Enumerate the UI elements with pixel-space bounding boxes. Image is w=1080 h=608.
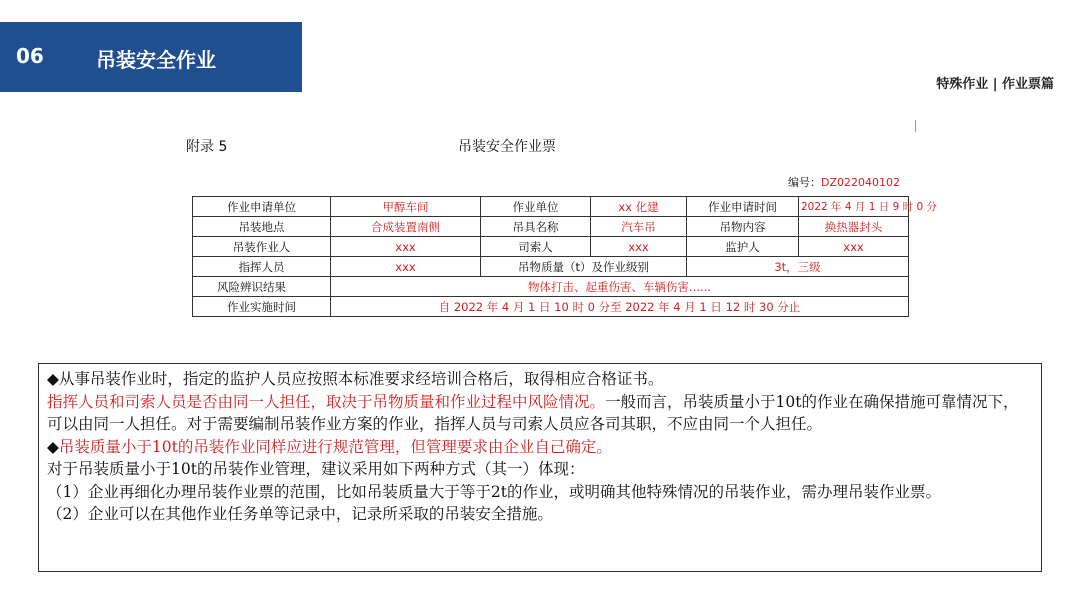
category-tag: 特殊作业 | 作业票篇 xyxy=(936,77,1054,92)
table-cell: 吊装地点 xyxy=(193,217,331,237)
note-highlight: 吊装质量小于10t的吊装作业同样应进行规范管理，但管理要求由企业自己确定。 xyxy=(58,437,612,456)
table-row xyxy=(193,197,909,217)
table-cell: xxx xyxy=(799,237,909,257)
diamond-bullet-icon: ◆ xyxy=(47,437,59,456)
note-paragraph xyxy=(47,391,1033,436)
notes-box xyxy=(38,363,1042,572)
table-cell: 甲醇车间 xyxy=(331,197,481,217)
table-cell: 物体打击、起重伤害、车辆伤害...... xyxy=(331,277,909,297)
table-cell: xxx xyxy=(331,257,481,277)
table-cell: 风险辨识结果 xyxy=(193,277,331,297)
table-cell: 作业单位 xyxy=(481,197,591,217)
note-paragraph xyxy=(47,436,1033,459)
appendix-label: 附录 5 xyxy=(186,139,228,155)
section-header xyxy=(0,22,302,92)
note-highlight: 指挥人员和司索人员是否由同一人担任，取决于吊物质量和作业过程中风险情况。 xyxy=(47,392,606,411)
note-text: 一般而言，吊装质量小于10t的作业在确保措施可靠情况下，可以由同一人担任。对于需要编制吊装作业方案的作业，指挥人员与司索人员应各司其职，不应由同一个人担任。 xyxy=(47,392,1019,433)
table-cell: 吊装作业人 xyxy=(193,237,331,257)
note-paragraph: 对于吊装质量小于10t的吊装作业管理，建议采用如下两种方式（其一）体现： xyxy=(47,460,585,478)
table-cell: 作业申请时间 xyxy=(687,197,799,217)
table-cell: 吊具名称 xyxy=(481,217,591,237)
table-cell: 吊物质量（t）及作业级别 xyxy=(481,257,687,277)
table-row xyxy=(193,217,909,237)
table-cell: 合成装置南侧 xyxy=(331,217,481,237)
table-cell: xx 化建 xyxy=(591,197,687,217)
table-cell: 吊物内容 xyxy=(687,217,799,237)
table-cell: 换热器封头 xyxy=(799,217,909,237)
divider xyxy=(915,120,916,132)
table-cell: 作业实施时间 xyxy=(193,297,331,317)
table-cell: 监护人 xyxy=(687,237,799,257)
section-number: 06 xyxy=(16,44,44,68)
table-row xyxy=(193,257,909,277)
table-row xyxy=(193,277,909,297)
serial-value: DZ022040102 xyxy=(821,176,900,189)
table-cell: 司索人 xyxy=(481,237,591,257)
table-cell: 汽车吊 xyxy=(591,217,687,237)
note-paragraph: （1）企业再细化办理吊装作业票的范围，比如吊装质量大于等于2t的作业，或明确其他特殊情况的吊装作业，需办理吊装作业票。 xyxy=(47,482,941,501)
table-row xyxy=(193,237,909,257)
table-cell: 自 2022 年 4 月 1 日 10 时 0 分至 2022 年 4 月 1 日 12 时 30 分止 xyxy=(331,297,909,317)
note-paragraph: ◆从事吊装作业时，指定的监护人员应按照本标准要求经培训合格后，取得相应合格证书。 xyxy=(47,370,664,388)
work-ticket-table xyxy=(192,196,937,317)
table-cell: 指挥人员 xyxy=(193,257,331,277)
table-cell: xxx xyxy=(591,237,687,257)
table-row xyxy=(193,297,909,317)
serial-label: 编号： xyxy=(788,176,821,189)
serial-number xyxy=(788,174,900,190)
form-title: 吊装安全作业票 xyxy=(458,139,556,155)
table-cell: xxx xyxy=(331,237,481,257)
table-cell: 3t，三级 xyxy=(687,257,909,277)
table-cell: 作业申请单位 xyxy=(193,197,331,217)
section-title: 吊装安全作业 xyxy=(96,48,216,72)
table-cell: 2022 年 4 月 1 日 9 时 0 分 xyxy=(799,197,909,217)
note-paragraph: （2）企业可以在其他作业任务单等记录中，记录所采取的吊装安全措施。 xyxy=(47,505,553,523)
